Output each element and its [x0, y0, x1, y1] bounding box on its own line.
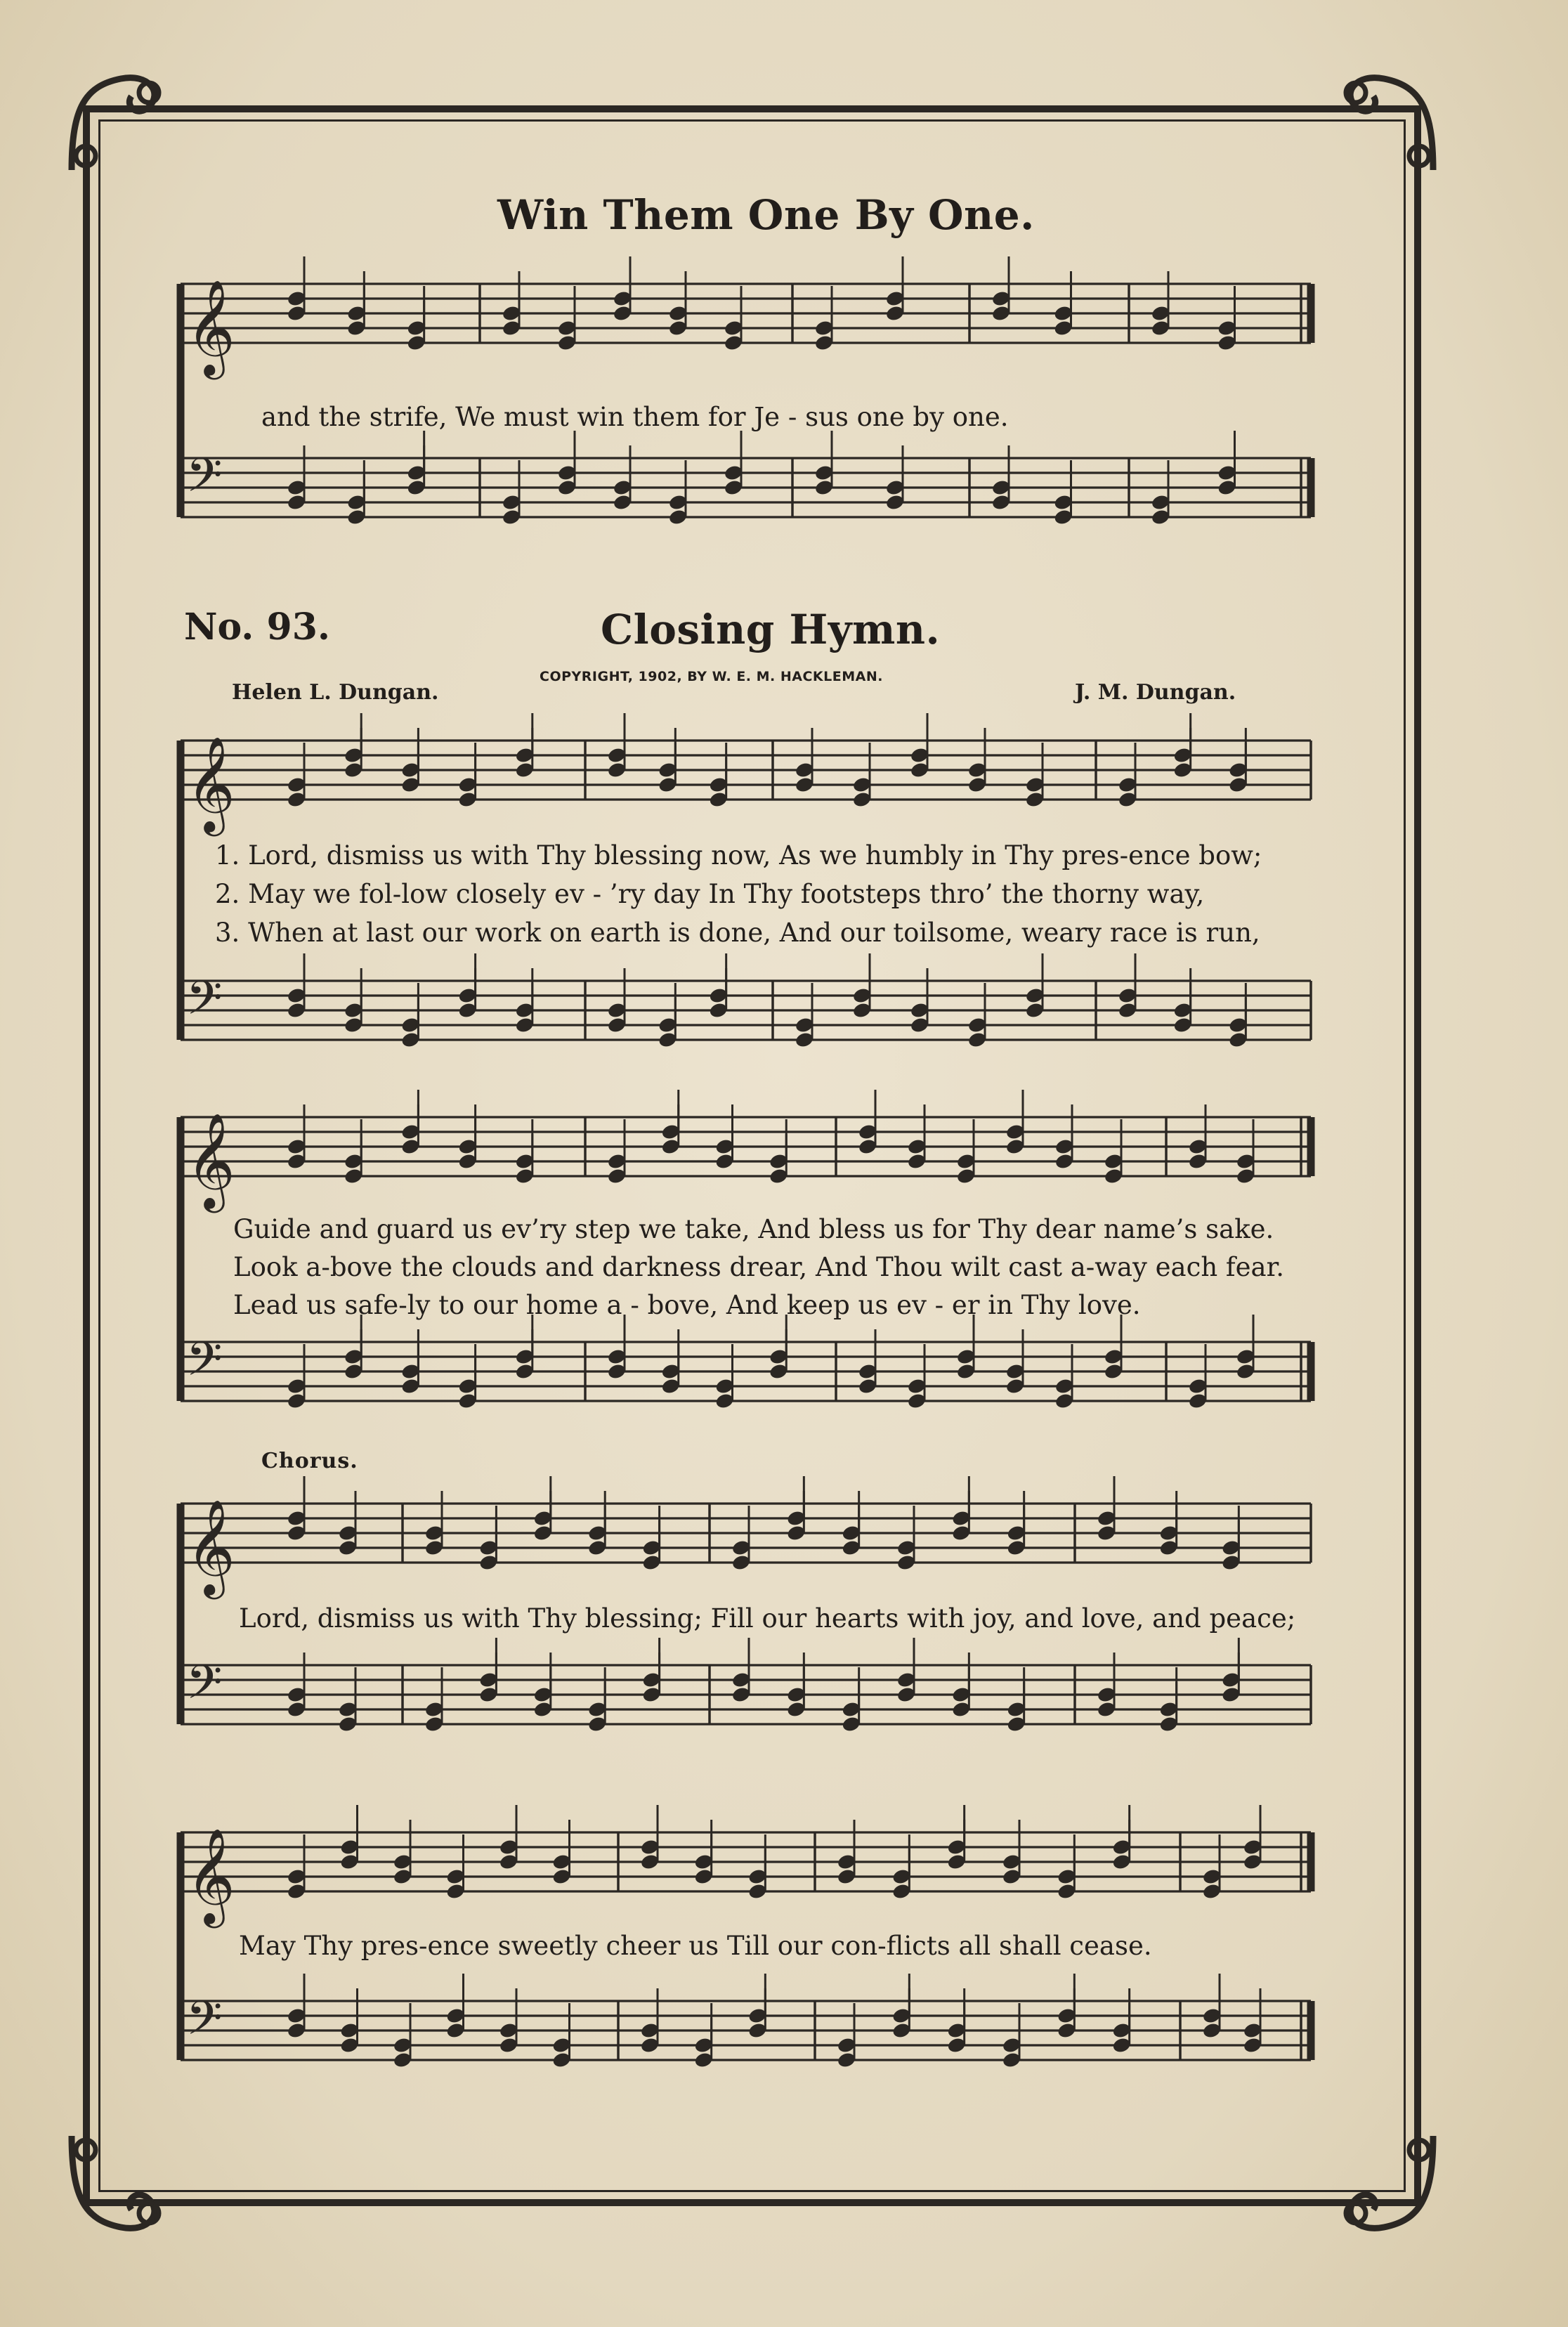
chorus-line-1: Lord, dismiss us with Thy blessing; Fill our hearts with joy, and love, and peace; — [239, 1603, 1296, 1634]
treble-clef-icon: 𝄞 — [186, 1827, 235, 1924]
verse-3-line-1: 3. When at last our work on earth is done, And our toilsome, weary race is run, — [215, 918, 1260, 948]
verse-1-line-1: 1. Lord, dismiss us with Thy blessing now, As we humbly in Thy pres-ence bow; — [215, 840, 1262, 871]
verse-2-line-2: Look a-bove the clouds and darkness drear, And Thou wilt cast a-way each fear. — [233, 1252, 1284, 1282]
hymn-title: Closing Hymn. — [601, 606, 941, 653]
treble-clef-icon: 𝄞 — [186, 278, 235, 375]
copyright-notice: COPYRIGHT, 1902, BY W. E. M. HACKLEMAN. — [540, 669, 883, 684]
chorus-line-2: May Thy pres-ence sweetly cheer us Till our con-flicts all shall cease. — [239, 1931, 1152, 1961]
bass-clef-icon: 𝄢 — [186, 1332, 223, 1397]
song-title-top: Win Them One By One. — [497, 191, 1035, 239]
bass-clef-icon: 𝄢 — [186, 971, 223, 1036]
hymn-number: No. 93. — [184, 606, 330, 648]
treble-clef-icon: 𝄞 — [186, 735, 235, 832]
music-credit: J. M. Dungan. — [1075, 680, 1236, 705]
treble-clef-icon: 𝄞 — [186, 1498, 235, 1595]
chorus-label: Chorus. — [261, 1449, 358, 1473]
words-credit: Helen L. Dungan. — [232, 680, 439, 705]
verse-1-line-2: Guide and guard us ev’ry step we take, And bless us for Thy dear name’s sake. — [233, 1214, 1274, 1244]
lyric-line: and the strife, We must win them for Je - sus one by one. — [261, 402, 1009, 432]
bass-clef-icon: 𝄢 — [186, 1991, 223, 2057]
verse-2-line-1: 2. May we fol-low closely ev - ’ry day In Thy footsteps thro’ the thorny way, — [215, 879, 1205, 909]
bass-clef-icon: 𝄢 — [186, 448, 223, 514]
verse-3-line-2: Lead us safe-ly to our home a - bove, And keep us ev - er in Thy love. — [233, 1290, 1141, 1320]
treble-clef-icon: 𝄞 — [186, 1112, 235, 1208]
bass-clef-icon: 𝄢 — [186, 1655, 223, 1721]
